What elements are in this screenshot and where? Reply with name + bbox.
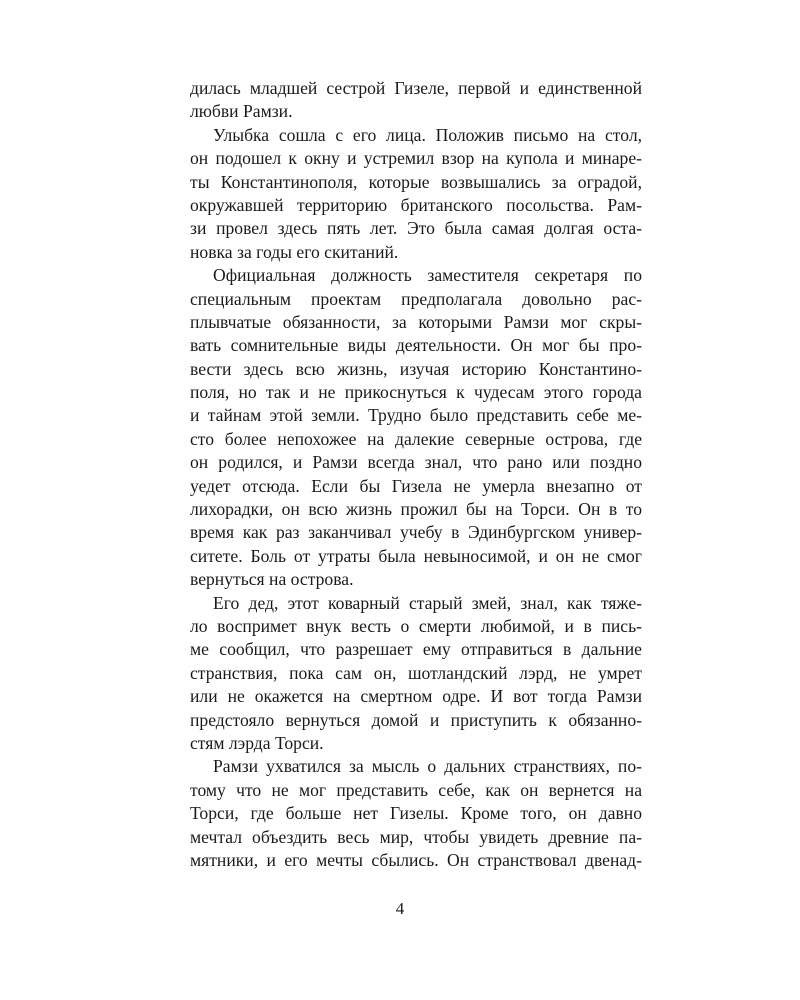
text-line: предстояло вернуться домой и приступить к обязанно- (190, 709, 642, 730)
text-line: уедет отсюда. Если бы Гизела не умерла внезапно от (190, 475, 642, 496)
paragraph (190, 592, 642, 756)
page-number: 4 (395, 899, 405, 918)
text-line: новка за годы его скитаний. (190, 241, 399, 262)
text-line: плывчатые обязанности, за которыми Рамзи мог скры- (190, 311, 642, 332)
text-line: Рамзи ухватился за мысль о дальних странствиях, по- (213, 756, 642, 777)
paragraph (190, 124, 642, 264)
text-line: лихорадки, он всю жизнь прожил бы на Торси. Он в то (190, 499, 642, 520)
paragraph (190, 264, 642, 591)
text-line: ло воспримет внук весть о смерти любимой, и в пись- (190, 615, 642, 636)
text-line: тому что не мог представить себе, как он вернется на (190, 779, 642, 800)
paragraph (190, 77, 642, 124)
text-line: мечтал объездить весь мир, чтобы увидеть древние па- (190, 826, 642, 847)
text-line: он родился, и Рамзи всегда знал, что рано или поздно (190, 452, 642, 473)
text-line: и тайнам этой земли. Трудно было представить себе ме- (190, 405, 642, 426)
text-line: или не окажется на смертном одре. И вот тогда Рамзи (190, 686, 642, 707)
text-line: Его дед, этот коварный старый змей, знал, как тяже- (213, 592, 642, 613)
text-line: мятники, и его мечты сбылись. Он странствовал двенад- (190, 849, 642, 870)
text-line: вать сомнительные виды деятельности. Он мог бы про- (190, 335, 642, 356)
text-line: специальным проектам предполагала довольно рас- (190, 288, 642, 309)
text-line: вести здесь всю жизнь, изучая историю Константино- (190, 358, 642, 379)
text-line: ситете. Боль от утраты была невыносимой, и он не смог (190, 545, 642, 566)
text-line: вернуться на острова. (190, 569, 354, 590)
text-line: стям лэрда Торси. (190, 732, 324, 753)
paragraph (190, 755, 642, 872)
text-line: дилась младшей сестрой Гизеле, первой и единственной (190, 78, 642, 98)
text-line: странствия, пока сам он, шотландский лэрд, не умрет (190, 662, 642, 683)
text-line: зи провел здесь пять лет. Это была самая долгая оста- (190, 218, 642, 239)
text-line: Официальная должность заместителя секретаря по (213, 265, 642, 286)
text-line: время как раз заканчивал учебу в Эдинбургском универ- (190, 522, 642, 543)
text-line: окружавшей территорию британского посольства. Рам- (190, 194, 642, 215)
text-line: ты Константинополя, которые возвышались за оградой, (190, 171, 642, 192)
page-text-block (190, 77, 642, 872)
text-line: поля, но так и не прикоснуться к чудесам этого города (190, 382, 642, 403)
text-line: Торси, где больше нет Гизелы. Кроме того, он давно (190, 803, 642, 824)
text-line: Улыбка сошла с его лица. Положив письмо на стол, (213, 124, 642, 145)
text-line: ме сообщил, что разрешает ему отправиться в дальние (190, 639, 642, 660)
text-line: любви Рамзи. (190, 101, 293, 122)
text-line: он подошел к окну и устремил взор на купола и минаре- (190, 148, 642, 169)
text-line: сто более непохожее на далекие северные острова, где (190, 428, 642, 449)
